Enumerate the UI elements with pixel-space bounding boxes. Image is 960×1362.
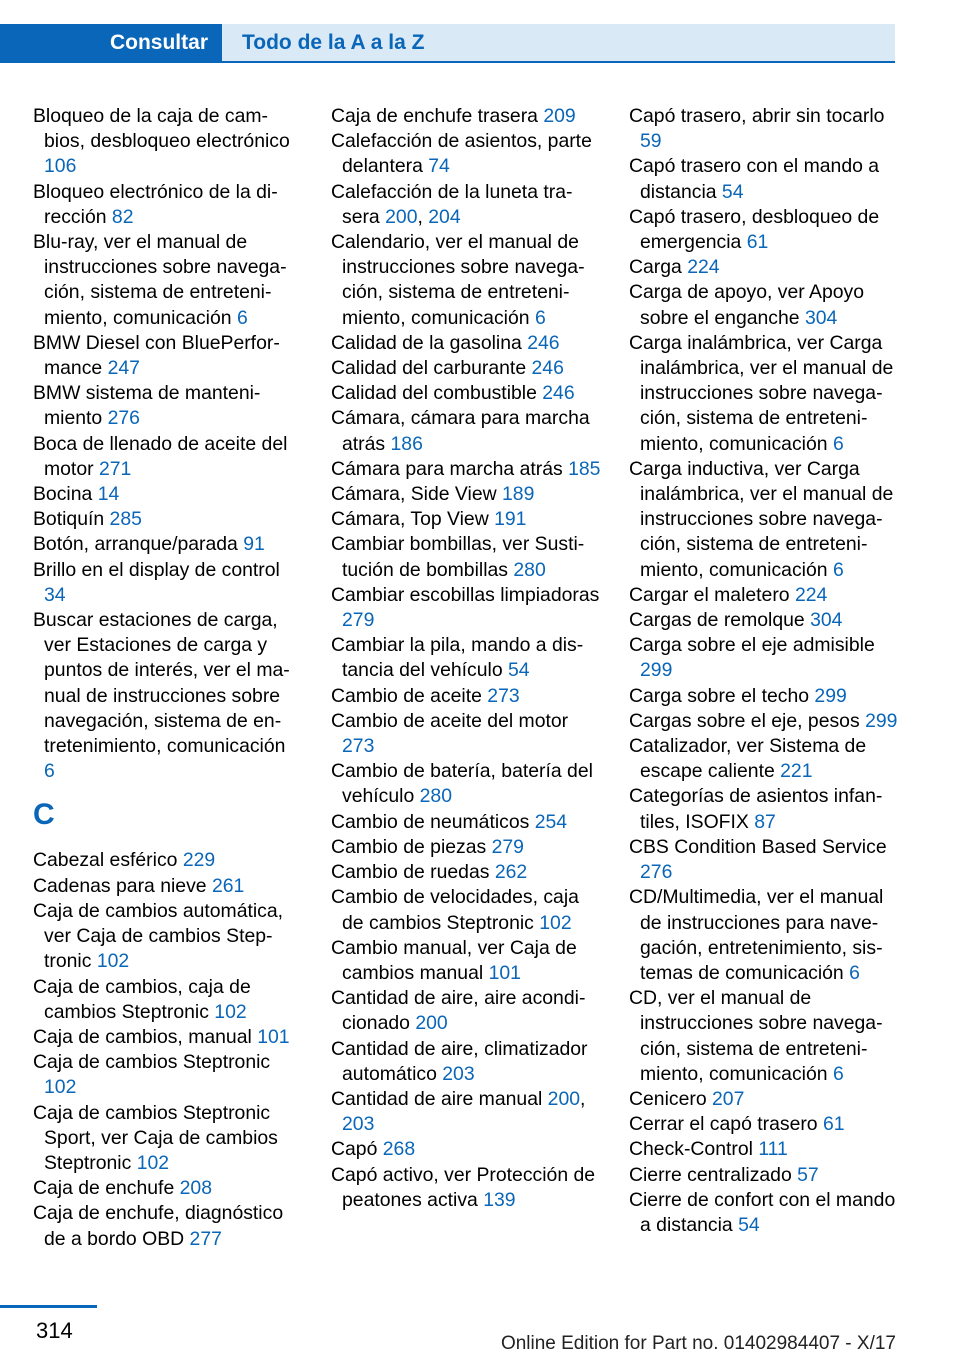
page-reference-link[interactable]: 200 (385, 205, 418, 228)
index-entry-text: Carga sobre el techo (629, 684, 810, 707)
index-entry-text: Cantidad de aire, aire acondicionado (331, 987, 586, 1035)
index-entry (629, 684, 901, 709)
index-entry (629, 104, 901, 154)
index-entry-text: Cámara, Top View (331, 508, 489, 531)
index-entry (33, 975, 295, 1025)
index-entry-text: Cierre de confort con el mando a distancia (629, 1188, 896, 1236)
index-entry-text: Catalizador, ver Sistema de escape caliente (629, 735, 867, 783)
index-entry-text: Caja de cambios automática, ver Caja de cambios Steptronic (33, 899, 284, 973)
index-entry (33, 381, 295, 431)
index-entry-text: CD/Multimedia, ver el manual de instrucciones para navegación, entretenimiento, sistemas de comunicación (629, 886, 884, 984)
index-entry (33, 1201, 295, 1251)
page-reference-link[interactable]: 101 (257, 1025, 290, 1048)
tab-consultar[interactable] (0, 24, 222, 62)
index-entry-text: Bocina (33, 483, 93, 506)
index-entry-text: Capó trasero, desbloqueo de emergencia (629, 205, 880, 254)
page-reference-link[interactable]: 101 (488, 961, 521, 984)
page-reference-link[interactable]: 204 (428, 205, 461, 228)
index-entry-text: Blu-ray, ver el manual de instrucciones sobre navegación, sistema de entretenimiento, comunicación (33, 231, 287, 329)
edition-footer: Online Edition for Part no. 01402984407 - X/17 (500, 1333, 896, 1354)
index-entry-text: Caja de enchufe (33, 1177, 175, 1200)
page-reference-link[interactable]: 203 (442, 1062, 475, 1085)
index-entry-text: Capó (331, 1138, 378, 1161)
index-entry (331, 331, 601, 356)
index-entry (331, 129, 601, 179)
index-entry (331, 684, 601, 709)
index-entry-text: Cambio de ruedas (331, 861, 490, 884)
index-entry (331, 759, 601, 809)
page-reference-link[interactable]: 91 (243, 533, 265, 556)
index-entry (331, 457, 601, 482)
page-reference-link[interactable]: 261 (211, 874, 245, 897)
page-reference-link[interactable]: 189 (502, 483, 535, 506)
index-entry-text: Cambio de velocidades, caja de cambios Steptronic (331, 886, 579, 934)
index-entry-text: Calidad del combustible (331, 382, 537, 405)
index-entry-text: Cargas de remolque (629, 609, 805, 632)
index-entry (331, 936, 601, 986)
index-entry (33, 507, 295, 532)
index-entry (629, 583, 901, 608)
page-reference-link[interactable]: 304 (810, 609, 843, 632)
page-reference-link[interactable]: 277 (189, 1227, 222, 1250)
page-reference-link[interactable]: 102 (539, 911, 572, 934)
page-reference-link[interactable]: 34 (44, 583, 66, 606)
index-entry (629, 255, 901, 280)
index-entry (629, 709, 901, 734)
page-reference-link[interactable]: 254 (534, 810, 568, 833)
index-entry-text: Brillo en el display de control (33, 558, 280, 581)
page-reference-link[interactable]: 6 (832, 432, 844, 455)
index-entry (629, 1087, 901, 1112)
index-entry (331, 482, 601, 507)
index-entry (33, 432, 295, 482)
index-entry (33, 482, 295, 507)
page-reference-link[interactable]: 139 (483, 1188, 516, 1211)
page-reference-link[interactable]: 299 (640, 659, 673, 682)
index-entry (33, 180, 295, 230)
page-reference-link[interactable]: 279 (342, 609, 375, 632)
page-reference-link[interactable]: 54 (721, 180, 744, 203)
index-entry-text: Carga sobre el eje admisible (629, 634, 875, 657)
index-entry (331, 104, 601, 129)
page-reference-link[interactable]: 280 (513, 558, 546, 581)
page-reference-link[interactable]: 111 (758, 1138, 788, 1161)
index-entry (33, 532, 295, 557)
index-entry (629, 885, 901, 986)
page-reference-link[interactable]: 6 (849, 961, 860, 984)
index-entry (331, 810, 601, 835)
index-entry-text: Cerrar el capó trasero (629, 1113, 818, 1136)
index-entry-text: Cadenas para nieve (33, 874, 207, 897)
page-reference-link[interactable]: 299 (865, 709, 898, 732)
index-entry (629, 331, 901, 457)
page-reference-link[interactable]: 247 (107, 357, 140, 380)
page-header (0, 0, 960, 66)
page-reference-link[interactable]: 185 (568, 457, 601, 480)
page-reference-link[interactable]: 200 (547, 1087, 581, 1110)
page-reference-link[interactable]: 285 (109, 508, 142, 531)
page-reference-link[interactable]: 276 (640, 861, 673, 884)
index-entry-text: Carga inalámbrica, ver Carga inalámbrica, ver el manual de instrucciones sobre navegación, sistema de entretenimiento, comunicación (629, 331, 894, 455)
page-reference-link[interactable]: 304 (804, 306, 838, 329)
page-reference-link[interactable]: 299 (814, 684, 847, 707)
page-reference-link[interactable]: 191 (494, 508, 527, 531)
index-entry-text: Cierre centralizado (629, 1163, 792, 1186)
page-reference-link[interactable]: 6 (832, 558, 844, 581)
index-entry (331, 230, 601, 331)
index-entry (33, 230, 295, 331)
page-number: 314 (36, 1318, 73, 1343)
page-reference-link[interactable]: 229 (182, 849, 216, 872)
index-entry (629, 1188, 901, 1238)
page-reference-link[interactable]: 276 (107, 407, 140, 430)
page-reference-link[interactable]: 57 (797, 1163, 819, 1186)
page-reference-link[interactable]: 54 (508, 659, 530, 682)
index-entry-text: Cargas sobre el eje, pesos (629, 709, 860, 732)
page-reference-link[interactable]: 273 (342, 735, 375, 758)
index-entry (331, 986, 601, 1036)
index-entry-text: Cargar el maletero (629, 583, 790, 606)
index-entry-text: Caja de enchufe trasera (331, 105, 538, 127)
page-reference-link[interactable]: 209 (543, 105, 576, 127)
index-entry-text: Cambio manual, ver Caja de cambios manual (331, 936, 577, 984)
index-entry (331, 1137, 601, 1162)
page-reference-link[interactable]: 279 (491, 835, 524, 858)
index-entry-text: BMW Diesel con BluePerformance (33, 331, 280, 380)
page-reference-link[interactable]: 106 (44, 155, 77, 178)
index-entry (629, 734, 901, 784)
page-reference-link[interactable]: 61 (746, 231, 769, 254)
index-entry-text: Cambiar la pila, mando a distancia del vehículo (331, 634, 584, 682)
index-entry-text: Carga inductiva, ver Carga inalámbrica, ver el manual de instrucciones sobre navegación, sistema de entretenimiento, comunicación (629, 457, 894, 581)
page-reference-link[interactable]: 224 (794, 583, 828, 606)
page-reference-link[interactable]: 6 (534, 306, 546, 329)
index-entry-text: Calidad del carburante (331, 357, 527, 380)
index-entry (331, 835, 601, 860)
index-entry: Cantidad de aire manual 200, 203 (331, 1087, 586, 1136)
index-entry (33, 608, 295, 784)
index-column-3 (629, 104, 901, 1238)
index-entry (33, 1101, 295, 1177)
index-entry (331, 507, 601, 532)
page-reference-link[interactable]: 102 (136, 1151, 170, 1174)
page-reference-link[interactable]: 224 (687, 256, 720, 279)
page-reference-link[interactable]: 273 (487, 684, 520, 707)
page-reference-link[interactable]: 82 (111, 205, 134, 228)
index-column-2 (331, 104, 601, 1213)
index-entry: Calefacción de la luneta trasera 200, 204 (331, 180, 573, 228)
index-entry-text: Caja de cambios, manual (33, 1025, 252, 1048)
page-reference-link[interactable]: 200 (415, 1012, 448, 1035)
index-column-1 (33, 104, 295, 1252)
index-entry-text: Cambio de batería, batería del vehículo (331, 760, 593, 808)
footer-divider (0, 1305, 97, 1308)
index-entry (331, 860, 601, 885)
page-reference-link[interactable]: 246 (531, 357, 564, 380)
index-entry-text: CBS Condition Based Service (629, 835, 887, 858)
index-entry (629, 1163, 901, 1188)
index-entry-text: Cámara, Side View (331, 483, 497, 506)
index-entry (629, 784, 901, 834)
index-entry-text: Cenicero (629, 1087, 707, 1110)
page-reference-link[interactable]: 246 (527, 331, 560, 354)
index-entry-text: Calidad de la gasolina (331, 331, 522, 354)
index-entry-text: CD, ver el manual de instrucciones sobre navegación, sistema de entretenimiento, comunicación (629, 987, 883, 1085)
index-entry (33, 331, 295, 381)
index-entry (629, 1137, 901, 1162)
page-reference-link[interactable]: 208 (179, 1177, 212, 1200)
index-entry-text: Buscar estaciones de carga, ver Estaciones de carga y puntos de interés, ver el manual de instrucciones sobre navegación, sistema de entretenimiento, comunicación (33, 609, 290, 758)
page-reference-link[interactable]: 246 (542, 382, 575, 405)
index-entry (331, 885, 601, 935)
page-reference-link[interactable]: 102 (96, 950, 130, 973)
page-reference-link[interactable]: 207 (712, 1087, 745, 1110)
page-reference-link[interactable]: 262 (494, 861, 528, 884)
index-entry-text: Cambio de piezas (331, 835, 487, 858)
index-entry (33, 104, 295, 180)
index-entry (331, 381, 601, 406)
page-reference-link[interactable]: 87 (754, 810, 776, 833)
index-entry-text: Calefacción de asientos, parte delantera (331, 130, 592, 178)
page-reference-link[interactable]: 61 (823, 1113, 845, 1136)
index-entry (33, 899, 295, 975)
index-entry (331, 532, 601, 582)
index-entry-text: Cantidad de aire manual (331, 1087, 543, 1110)
page-reference-link[interactable]: 280 (419, 785, 452, 808)
index-entry (33, 1176, 295, 1201)
index-entry (331, 1037, 601, 1087)
index-entry (629, 835, 901, 885)
index-entry (629, 608, 901, 633)
index-entry-text: Cantidad de aire, climatizador automático (331, 1037, 588, 1085)
index-entry-text: Carga (629, 256, 682, 279)
tab-todo-de-la-a-a-la-z[interactable] (222, 24, 895, 62)
tab-consultar-label: Consultar (109, 31, 208, 54)
index-entry (331, 583, 601, 633)
page-reference-link[interactable]: 102 (214, 1000, 247, 1023)
header-divider (0, 61, 895, 63)
index-entry (629, 154, 901, 204)
page-reference-link[interactable]: 59 (640, 130, 662, 153)
index-entry (33, 1050, 295, 1100)
index-entry-text: Capó activo, ver Protección de peatones activa (331, 1163, 596, 1211)
index-entry-text: Cambio de aceite (331, 684, 482, 707)
page-reference-link[interactable]: 54 (738, 1213, 760, 1236)
index-entry (33, 1025, 295, 1050)
index-entry (33, 558, 295, 608)
index-entry-text: Cambio de aceite del motor (331, 709, 569, 732)
page-reference-link[interactable]: 6 (832, 1062, 844, 1085)
index-entry-text: Caja de cambios Steptronic Sport, ver Caja de cambios Steptronic (33, 1101, 278, 1174)
index-entry (331, 709, 601, 759)
index-entry-text: Cambio de neumáticos (331, 810, 530, 833)
index-entry-text: BMW sistema de mantenimiento (33, 382, 261, 430)
page-reference-link[interactable]: 6 (44, 760, 55, 783)
index-entry (629, 457, 901, 583)
index-entry (33, 874, 295, 899)
index-entry-text: Calefacción de la luneta trasera (331, 180, 573, 228)
index-entry-text: Botón, arranque/parada (33, 533, 238, 556)
index-entry-text: Capó trasero, abrir sin tocarlo (629, 105, 885, 127)
page-reference-link[interactable]: 74 (428, 155, 450, 178)
index-entry-text: Categorías de asientos infantiles, ISOFIX (629, 785, 883, 833)
index-entry (629, 986, 901, 1087)
index-entry (331, 406, 601, 456)
index-entry-text: Caja de cambios Steptronic (33, 1051, 271, 1074)
page-reference-link[interactable]: 102 (44, 1076, 77, 1099)
index-entry-text: Cámara para marcha atrás (331, 457, 563, 480)
tab-todo-label: Todo de la A a la Z (242, 31, 425, 54)
index-entry (629, 633, 901, 683)
index-entry-text: Check-Control (629, 1138, 753, 1161)
index-entry-text: Boca de llenado de aceite del motor (33, 432, 288, 480)
page-reference-link[interactable]: 6 (236, 306, 248, 329)
index-entry-text: Cambiar bombillas, ver Sustitución de bombillas (331, 533, 585, 581)
index-entry-text: Cabezal esférico (33, 849, 178, 872)
index-entry-text: Caja de cambios, caja de cambios Steptronic (33, 975, 251, 1023)
index-entry-text: Botiquín (33, 508, 105, 531)
index-entry-text: Cambiar escobillas limpiadoras (331, 583, 600, 606)
index-entry (331, 356, 601, 381)
index-entry (33, 848, 295, 873)
index-entry (629, 280, 901, 330)
index-entry-text: Carga de apoyo, ver Apoyo sobre el enganche (629, 281, 864, 329)
page-reference-link[interactable]: 186 (390, 432, 423, 455)
index-entry (629, 1112, 901, 1137)
index-entry (331, 633, 601, 683)
page-reference-link[interactable]: 271 (98, 457, 132, 480)
index-entry (331, 1163, 601, 1213)
index-entry-text: Caja de enchufe, diagnóstico de a bordo OBD (33, 1202, 284, 1250)
page-reference-link[interactable]: 221 (780, 760, 813, 783)
page-reference-link[interactable]: 268 (382, 1138, 416, 1161)
index-entry-text: Bloqueo de la caja de cambios, desbloqueo electrónico (33, 105, 290, 153)
section-letter: C (33, 798, 55, 832)
index-entry (629, 205, 901, 255)
index-entry-text: Calendario, ver el manual de instrucciones sobre navegación, sistema de entretenimiento, comunicación (331, 231, 585, 329)
index-entry-text: Cámara, cámara para marcha atrás (331, 407, 590, 455)
index-entry-text: Capó trasero con el mando a distancia (629, 155, 880, 203)
page-reference-link[interactable]: 203 (342, 1113, 375, 1136)
page-reference-link[interactable]: 14 (97, 483, 120, 506)
index-entry-text: Bloqueo electrónico de la dirección (33, 180, 278, 228)
